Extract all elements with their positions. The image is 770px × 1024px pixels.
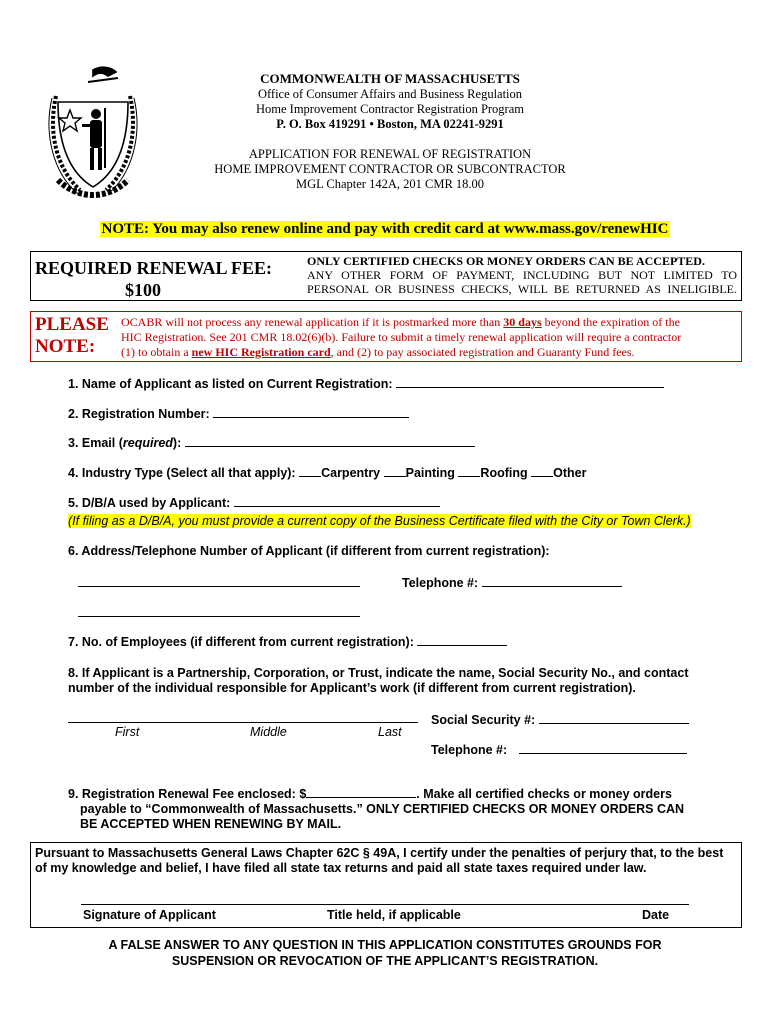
please-note-label-1: PLEASE: [35, 314, 109, 335]
fee-box: [30, 251, 742, 301]
certify-line-1: Pursuant to Massachusetts General Laws Chapter 62C § 49A, I certify under the penalties of perjury that, to the best: [35, 846, 724, 860]
payment-line-1: ONLY CERTIFIED CHECKS OR MONEY ORDERS CAN BE ACCEPTED.: [307, 254, 705, 268]
please-note-line-2: HIC Registration. See 201 CMR 18.02(6)(b). Failure to submit a timely renewal application will require a contractor: [121, 330, 682, 344]
please-note-label-2: NOTE:: [35, 336, 96, 357]
q9-label: 9. Registration Renewal Fee enclosed: $ . Make all certified checks or money orders payable to “Commonwealth of Massachusetts.” ONLY CERTIFIED CHECKS OR MONEY ORDERS CAN BE ACCEPTED WHEN RENEWING BY MAIL.: [68, 787, 685, 831]
certification-box: [30, 842, 742, 928]
q5-note: (If filing as a D/B/A, you must provide a current copy of the Business Certificate filed with the City or Town Clerk.): [68, 514, 691, 528]
q5-dba-field[interactable]: [234, 494, 440, 507]
app-line-2: HOME IMPROVEMENT CONTRACTOR OR SUBCONTRACTOR: [214, 162, 566, 176]
q5-label: 5. D/B/A used by Applicant:: [68, 494, 440, 510]
q4-carpentry-field[interactable]: [299, 464, 321, 477]
q1-label: 1. Name of Applicant as listed on Current Registration:: [68, 375, 664, 391]
certify-line-2: of my knowledge and belief, I have filed all state tax returns and paid all state taxes required under law.: [35, 861, 647, 875]
app-line-1: APPLICATION FOR RENEWAL OF REGISTRATION: [248, 147, 532, 161]
q4-label: 4. Industry Type (Select all that apply): Carpentry Painting Roofing Other: [68, 466, 587, 480]
signature-line[interactable]: [81, 904, 689, 905]
q8-telephone-field[interactable]: [519, 741, 687, 754]
q2-registration-number-field[interactable]: [213, 405, 409, 418]
app-line-3: MGL Chapter 142A, 201 CMR 18.00: [295, 177, 485, 191]
q8-name-field[interactable]: [68, 722, 418, 723]
payment-line-2: ANY OTHER FORM OF PAYMENT, INCLUDING BUT NOT LIMITED TO: [307, 268, 737, 282]
date-label: Date: [642, 908, 670, 922]
fee-amount: $100: [125, 280, 161, 300]
q1-name-field[interactable]: [396, 375, 664, 388]
q6-label: 6. Address/Telephone Number of Applicant (if different from current registration):: [68, 544, 550, 558]
q7-label: 7. No. of Employees (if different from current registration):: [68, 633, 507, 649]
q4-roofing-field[interactable]: [458, 464, 480, 477]
q8-last-label: Last: [378, 725, 402, 739]
fee-label: REQUIRED RENEWAL FEE:: [35, 258, 273, 278]
q6-telephone-field[interactable]: [482, 574, 622, 587]
q8-label: 8. If Applicant is a Partnership, Corporation, or Trust, indicate the name, Social Security No., and contact number of the individual responsible for Applicant’s work (if different from current registration).: [68, 666, 689, 695]
q3-email-field[interactable]: [185, 434, 475, 447]
q6-telephone-label: Telephone #:: [402, 574, 622, 590]
q4-other-field[interactable]: [531, 464, 553, 477]
massachusetts-seal-icon: [38, 62, 148, 202]
header-title: COMMONWEALTH OF MASSACHUSETTS: [260, 71, 520, 86]
header-office: Office of Consumer Affairs and Business Regulation: [257, 87, 523, 101]
q8-ssn-label: Social Security #:: [431, 711, 689, 727]
q4-painting-field[interactable]: [384, 464, 406, 477]
title-label: Title held, if applicable: [327, 908, 461, 922]
please-note-line-1: OCABR will not process any renewal application if it is postmarked more than 30 days beyond the expiration of the: [121, 315, 680, 329]
q8-telephone-label: Telephone #:: [431, 741, 687, 757]
q9-fee-field[interactable]: [306, 785, 416, 798]
q3-label: 3. Email (required):: [68, 434, 475, 450]
q7-employees-field[interactable]: [417, 633, 507, 646]
please-note-box: [30, 311, 742, 362]
false-answer-warning: A FALSE ANSWER TO ANY QUESTION IN THIS APPLICATION CONSTITUTES GROUNDS FOR SUSPENSION OR REVOCATION OF THE APPLICANT’S REGISTRATION.: [108, 938, 662, 968]
signature-label: Signature of Applicant: [83, 908, 216, 922]
online-note: NOTE: You may also renew online and pay with credit card at www.mass.gov/renewHIC: [101, 221, 669, 237]
q8-first-label: First: [115, 725, 140, 739]
q6-address-line-2[interactable]: [78, 616, 360, 617]
header-program: Home Improvement Contractor Registration Program: [256, 102, 524, 116]
payment-line-3: PERSONAL OR BUSINESS CHECKS, WILL BE RETURNED AS INELIGIBLE.: [307, 282, 737, 296]
q2-label: 2. Registration Number:: [68, 405, 409, 421]
header-address: P. O. Box 419291 • Boston, MA 02241-9291: [276, 117, 504, 131]
q8-ssn-field[interactable]: [539, 711, 689, 724]
q8-middle-label: Middle: [250, 725, 287, 739]
please-note-line-3: (1) to obtain a new HIC Registration card, and (2) to pay associated registration and Guaranty Fund fees.: [121, 345, 635, 359]
q6-address-line-1[interactable]: [78, 586, 360, 587]
